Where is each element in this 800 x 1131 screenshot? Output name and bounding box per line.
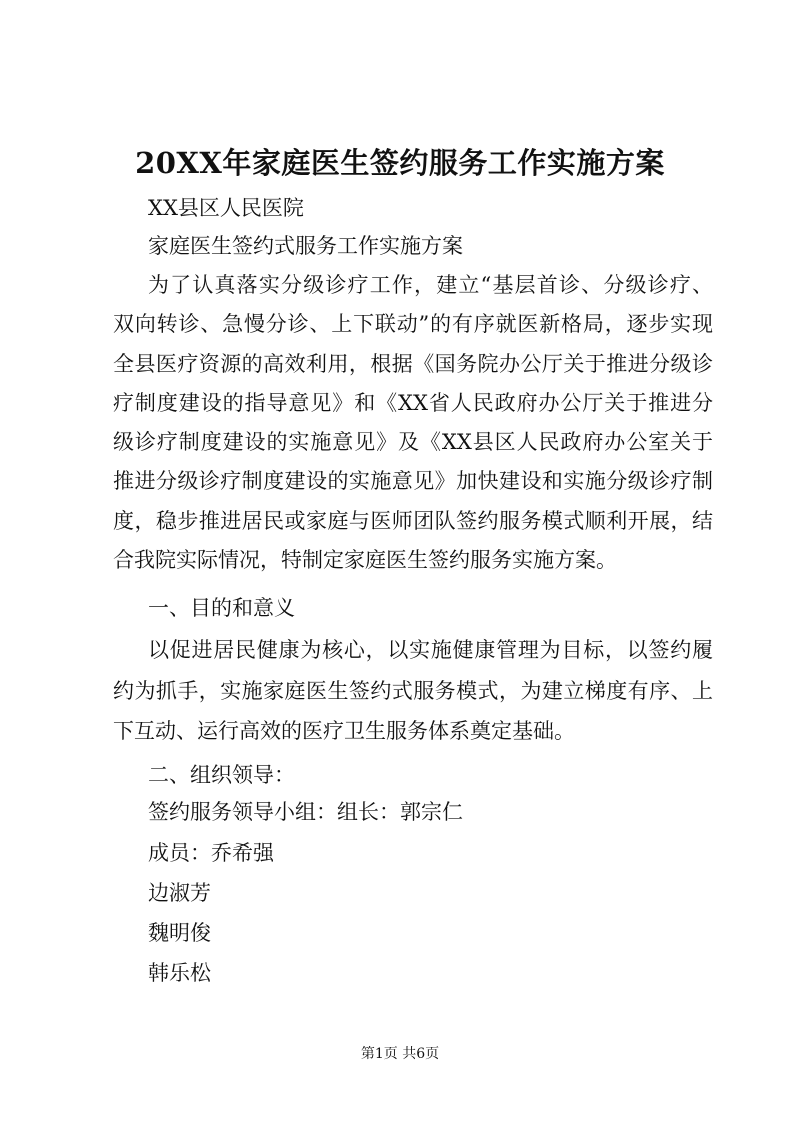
intro-line: 双向转诊、急慢分诊、上下联动”的有序就医新格局，逐步实现 [113, 312, 713, 336]
intro-line: 推进分级诊疗制度建设的实施意见》加快建设和实施分级诊疗制 [113, 469, 713, 493]
page-number: 第1页 共6页 [360, 1046, 440, 1062]
member-name: 魏明俊 [148, 921, 211, 945]
intro-line: 全县医疗资源的高效利用，根据《国务院办公厅关于推进分级诊 [113, 352, 713, 376]
intro-line: 合我院实际情况，特制定家庭医生签约服务实施方案。 [113, 548, 617, 572]
members-label: 成员：乔希强 [148, 841, 274, 865]
section1-line: 以促进居民健康为核心，以实施健康管理为目标，以签约履 [148, 638, 713, 662]
intro-line: 疗制度建设的指导意见》和《XX省人民政府办公厅关于推进分 [113, 391, 713, 415]
document-subtitle: 家庭医生签约式服务工作实施方案 [148, 234, 463, 258]
section-heading: 一、目的和意义 [148, 596, 295, 620]
leadership-group-line: 签约服务领导小组：组长：郭宗仁 [148, 800, 463, 824]
section1-line: 约为抓手，实施家庭医生签约式服务模式，为建立梯度有序、上 [113, 679, 713, 703]
section1-line: 下互动、运行高效的医疗卫生服务体系奠定基础。 [113, 719, 575, 743]
section-heading: 二、组织领导： [148, 763, 295, 787]
intro-line: 度，稳步推进居民或家庭与医师团队签约服务模式顺利开展，结 [113, 509, 713, 533]
intro-line: 为了认真落实分级诊疗工作，建立“基层首诊、分级诊疗、 [148, 273, 713, 297]
member-name: 边淑芳 [148, 881, 211, 905]
intro-line: 级诊疗制度建设的实施意见》及《XX县区人民政府办公室关于 [113, 430, 713, 454]
document-title: 20XX年家庭医生签约服务工作实施方案 [135, 146, 665, 180]
member-name: 韩乐松 [148, 961, 211, 985]
organization-name: XX县区人民医院 [148, 196, 304, 220]
